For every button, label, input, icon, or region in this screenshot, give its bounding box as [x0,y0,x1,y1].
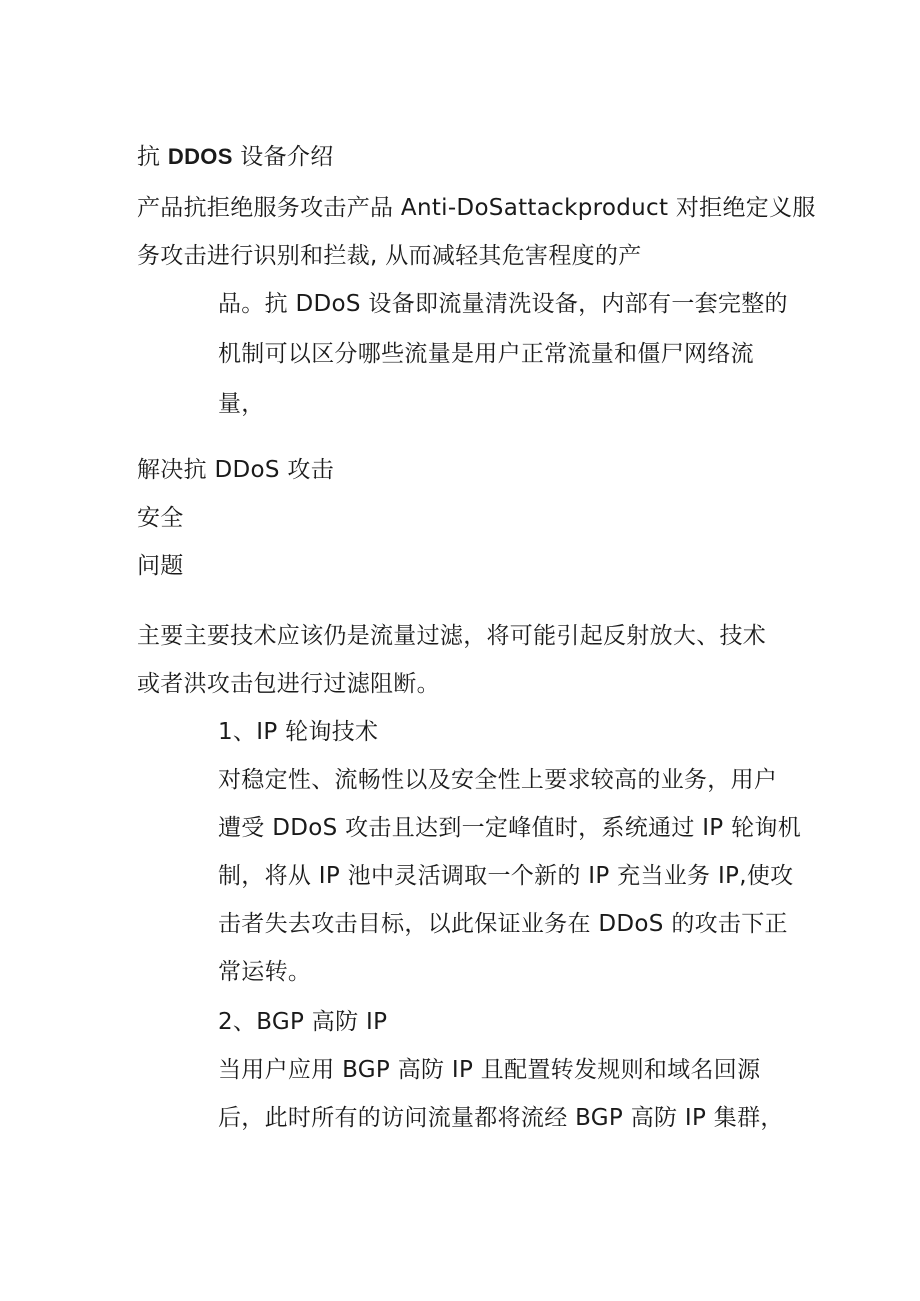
intro-line: 量， [218,391,265,417]
item2-line: 后，此时所有的访问流量都将流经 BGP 高防 IP 集群， [218,1105,784,1131]
item1-line: 遭受 DDoS 攻击且达到一定峰值时，系统通过 IP 轮询机 [218,815,801,841]
item1-line: 制，将从 IP 池中灵活调取一个新的 IP 充当业务 IP,使攻 [218,863,794,889]
item1-line: 对稳定性、流畅性以及安全性上要求较高的业务，用户 [218,767,778,793]
item1-line: 击者失去攻击目标，以此保证业务在 DDoS 的攻击下正 [218,911,788,937]
title-suffix: 设备介绍 [232,144,334,170]
item1-heading: 1、IP 轮询技术 [218,719,379,745]
section-line: 问题 [137,553,184,579]
section-line: 安全 [137,505,184,531]
intro-line: 务攻击进行识别和拦裁, 从而减轻其危害程度的产 [137,243,642,269]
section-line: 解决抗 DDoS 攻击 [137,457,335,483]
document-title [137,142,334,172]
intro-line: 机制可以区分哪些流量是用户正常流量和僵尸网络流 [218,341,754,367]
main-line: 或者洪攻击包进行过滤阻断。 [137,671,440,697]
title-prefix: 抗 [137,144,168,170]
intro-line: 产品抗拒绝服务攻击产品 Anti-DoSattackproduct 对拒绝定义服 [137,195,816,221]
intro-line: 品。抗 DDoS 设备即流量清洗设备，内部有一套完整的 [218,291,788,317]
item2-heading: 2、BGP 高防 IP [218,1009,388,1035]
item1-line: 常运转。 [218,959,312,985]
main-line: 主要主要技术应该仍是流量过滤，将可能引起反射放大、技术 [137,623,767,649]
title-bold: DDOS [167,144,233,169]
item2-line: 当用户应用 BGP 高防 IP 且配置转发规则和域名回源 [218,1057,761,1083]
